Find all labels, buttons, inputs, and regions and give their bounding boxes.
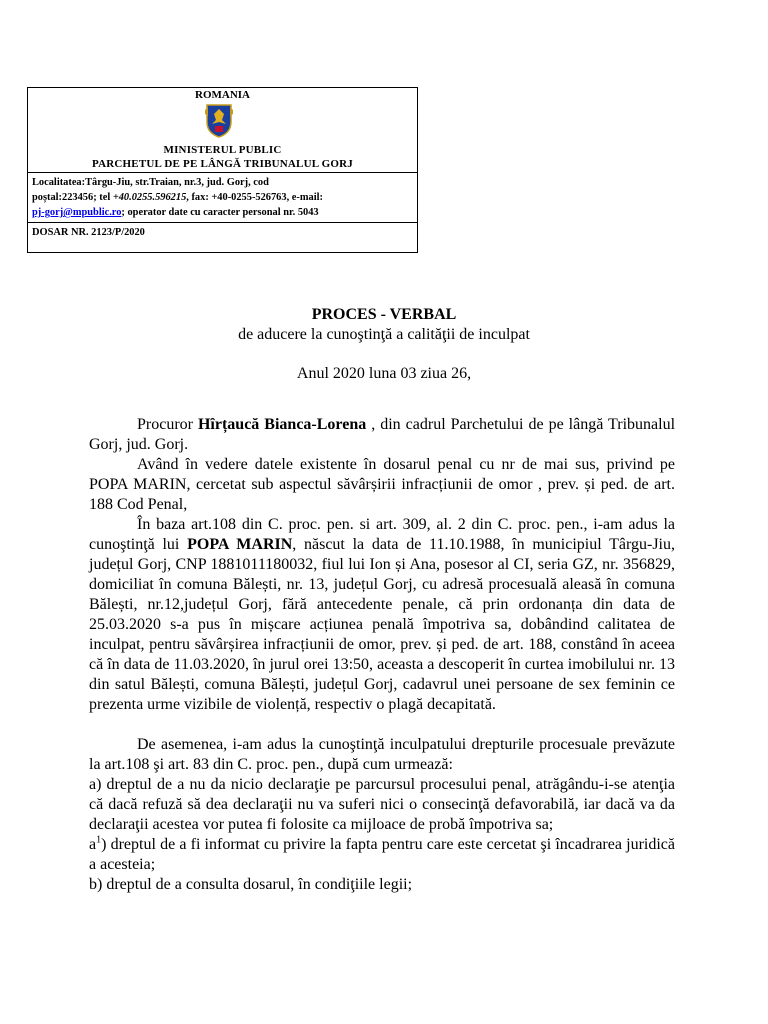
letterhead-box	[27, 87, 418, 253]
item-a1-letter: a	[89, 836, 97, 853]
document-subtitle: de aducere la cunoştinţă a calităţii de inculpat	[238, 326, 530, 343]
item-a1-superscript: 1	[96, 834, 102, 846]
operator-info: ; operator date cu caracter personal nr. 5043	[121, 207, 319, 218]
prosecutor-name: Hîrțaucă Bianca-Lorena	[197, 416, 367, 433]
right-item-a1	[89, 835, 675, 875]
dosar-number: DOSAR NR. 2123/P/2020	[28, 222, 417, 252]
prosecutor-prefix: Procuror	[137, 416, 198, 433]
right-item-a: a) dreptul de a nu da nicio declaraţie pe parcursul procesului penal, atrăgându-i-se atenţia că dacă refuză să dea declaraţii nu va suferi nici o consecinţă defavorabilă, iar dacă va da declaraţii acestea vor putea fi folosite ca mijloace de probă împotriva sa;	[89, 776, 675, 833]
defendant-name: POPA MARIN	[187, 536, 293, 553]
coat-of-arms-icon	[204, 102, 234, 138]
address-line-2b: , fax: +40-0255-526763, e-mail:	[186, 192, 323, 203]
paragraph-rights-intro: De asemenea, i-am adus la cunoştinţă inculpatului drepturile procesuale prevăzute la art.108 şi art. 83 din C. proc. pen., după cum urmează:	[89, 736, 675, 773]
country-name: ROMANIA	[195, 89, 250, 101]
address-line-2a: poștal:223456; tel	[32, 192, 113, 203]
document-body	[89, 415, 675, 895]
prosecutor-suffix: , din cadrul Parchetului de pe lângă Tribunalul Gorj, jud. Gorj.	[89, 416, 676, 453]
paragraph-context: Având în vedere datele existente în dosarul penal cu nr de mai sus, privind pe POPA MARIN, cercetat sub aspectul săvârșirii infracțiunii de omor , prev. și ped. de art. 188 Cod Penal,	[89, 456, 675, 513]
paragraph-gap	[89, 715, 675, 735]
paragraph-prosecutor	[89, 415, 675, 455]
notification-prefix: În baza art.108 din C. proc. pen. si art. 309, al. 2 din C. proc. pen., i-am adus la cunoştinţă lui	[89, 516, 675, 553]
item-a1-text: ) dreptul de a fi informat cu privire la fapta pentru care este cercetat şi încadrarea juridică a acesteia;	[89, 836, 675, 873]
right-item-b: b) dreptul de a consulta dosarul, în condiţiile legii;	[89, 876, 413, 893]
document-date: Anul 2020 luna 03 ziua 26,	[296, 365, 472, 382]
letterhead-title-block	[28, 88, 417, 172]
paragraph-notification	[89, 515, 675, 715]
document-title: PROCES - VERBAL	[311, 306, 457, 323]
contact-info	[28, 172, 417, 222]
ministry-name: MINISTERUL PUBLIC	[163, 144, 282, 156]
notification-details: , născut la data de 11.10.1988, în municipiul Târgu-Jiu, județul Gorj, CNP 1881011180032, fiul lui Ion și Ana, posesor al CI, seria GZ, nr. 356829, domiciliat în comuna Bălești, nr. 13, județul Gorj, cu adresă procesuală aleasă în comuna Bălești, nr.12,județul Gorj, fără antecedente penale, că prin ordonanța din data de 25.03.2020 s-a pus în mișcare acțiunea penală împotriva sa, dobândind calitatea de inculpat, pentru săvârșirea infracțiunii de omor, prev. și ped. de art. 188, constând în aceea că în data de 11.03.2020, în jurul orei 13:50, aceasta a descoperit în curtea imobilului nr. 13 din satul Bălești, comuna Bălești, județul Gorj, cadavrul unei persoane de sex feminin ce prezenta urme vizibile de violență, respectiv o plagă decapitată.	[89, 536, 675, 713]
phone-number: +40.0255.596215	[112, 192, 187, 203]
address-line-1: Localitatea:Târgu-Jiu, str.Traian, nr.3, jud. Gorj, cod	[32, 177, 269, 188]
office-name: PARCHETUL DE PE LÂNGĂ TRIBUNALUL GORJ	[92, 158, 353, 170]
email-link[interactable]: pj-gorj@mpublic.ro	[32, 207, 122, 218]
